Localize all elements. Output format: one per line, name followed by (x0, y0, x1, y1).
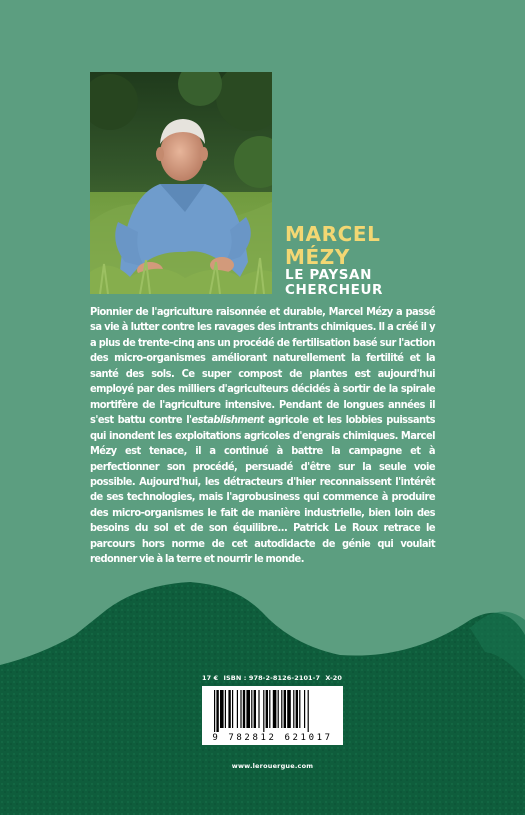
subtitle-line-2: CHERCHEUR (285, 282, 384, 298)
author-photo (90, 72, 272, 294)
barcode-bar (296, 690, 298, 728)
barcode-bar (251, 690, 252, 728)
blurb-text-start: Pionnier de l'agriculture raisonnée et durable, Marcel Mézy a passé sa vie à lutter contre les ravages des intrants chimiques. Il a créé il y a plus de trente-cinq ans un procédé de fertilisation basé sur l'action des micro-organismes améliorant naturellement la fertilité et la santé des sols. Ce super compost de plantes est aujourd'hui employé par des milliers d'agriculteurs décidés à sortir de la spirale mortifère de l'agriculture intensive. Pendant de longues années il s'est battu contre l' (90, 305, 435, 427)
barcode-bar (263, 690, 264, 732)
author-first-name: MARCEL (285, 222, 381, 246)
barcode-bar (220, 690, 224, 728)
code-label: X-20 (325, 674, 342, 682)
barcode-bar (284, 690, 286, 728)
barcode-bar (308, 690, 309, 732)
barcode-bar (287, 690, 291, 728)
barcode-bar (214, 690, 215, 732)
barcode-digits: 9 782812 621017 (212, 733, 333, 743)
barcode-bar (228, 690, 230, 728)
barcode-bars (202, 686, 343, 734)
back-cover-blurb (90, 304, 435, 567)
blurb-emphasis: establishment (191, 413, 264, 427)
barcode-bar (246, 690, 250, 728)
barcode-bar (258, 690, 259, 728)
isbn-label: ISBN : 978-2-8126-2101-7 (223, 674, 321, 682)
barcode-bar (273, 690, 277, 728)
barcode (202, 686, 343, 745)
book-meta-row (202, 674, 342, 682)
barcode-bar (293, 690, 294, 728)
barcode-bar (299, 690, 300, 728)
book-subtitle (285, 268, 383, 298)
barcode-bar (278, 690, 279, 728)
price-label: 17 € (202, 674, 219, 682)
barcode-bar (216, 690, 218, 732)
barcode-bar (304, 690, 305, 728)
publisher-website: www.lerouergue.com (231, 762, 314, 770)
barcode-bar (269, 690, 270, 728)
blurb-text-end: agricole et les lobbies puissants qui inondent les exploitations agricoles d'engrais chimiques. Marcel Mézy est tenace, il a continué à battre la campagne et à perfectionner son procédé, persuadé d'être sur la seule voie possible. Aujourd'hui, les détracteurs d'hier reconnaissent l'intérêt de ses technologies, mais l'agrobusiness qui commence à produire des micro-organismes le fait de manière industrielle, bien loin des besoins du sol et de son équilibre... Patrick Le Roux retrace le parcours hors norme de cet autodidacte de génie qui voulait redonner vie à la terre et nourrir le monde. (90, 413, 435, 566)
barcode-bar (266, 690, 268, 728)
barcode-bar (254, 690, 256, 728)
barcode-bar (225, 690, 226, 728)
blurb-paragraph (90, 304, 435, 567)
barcode-bar (243, 690, 245, 728)
author-last-name: MÉZY (285, 245, 350, 269)
barcode-bar (232, 690, 233, 728)
barcode-bar (240, 690, 241, 728)
subtitle-line-1: LE PAYSAN (285, 267, 372, 283)
author-name (285, 223, 380, 269)
barcode-bar (237, 690, 238, 728)
barcode-bar (281, 690, 282, 728)
